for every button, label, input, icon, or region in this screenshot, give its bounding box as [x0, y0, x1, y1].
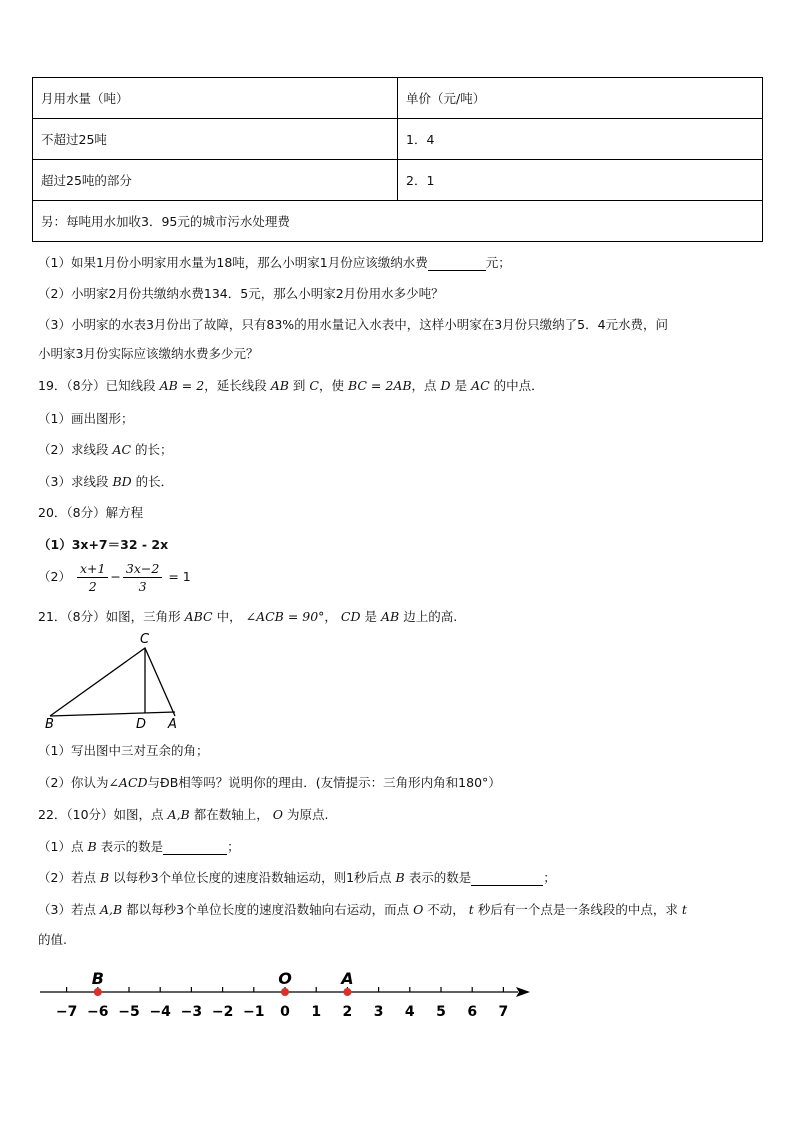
math-abc: ABC: [184, 609, 213, 624]
q20-part1: （1）3x+7＝32 - 2x: [38, 537, 169, 552]
q19-text: ，点: [411, 378, 437, 393]
q18-part2: （2）小明家2月份共缴纳水费134．5元，那么小明家2月份用水多少吨？: [38, 286, 444, 301]
q19-text: 到: [292, 378, 306, 393]
q19-text: ，使: [318, 378, 344, 393]
q22-part3-text: 秒后有一个点是一条线段的中点，求: [477, 902, 678, 917]
q21-text: 中，: [216, 609, 242, 624]
q21-part2: [38, 773, 501, 791]
q22-part3-text: （3）若点: [38, 902, 96, 917]
number-line-tick-label: 7: [498, 1004, 509, 1020]
q22-part3-text: 都以每秒3个单位长度的速度沿数轴向右运动，而点: [126, 902, 410, 917]
table-row: [33, 78, 763, 119]
equation-rhs: = 1: [168, 569, 191, 584]
q19-part3-text: （3）求线段: [38, 474, 109, 489]
vertex-label-b: B: [45, 717, 54, 730]
math-b: B: [395, 870, 405, 885]
q18-part3-line1: （3）小明家的水表3月份出了故障，只有83%的用水量记入水表中，这样小明家在3月份只缴纳了5．4元水费，问: [38, 317, 669, 332]
q19-part3-text: 的长．: [135, 474, 174, 489]
math-angle-acb: ∠ACB = 90°: [245, 609, 325, 624]
minus-sign: −: [110, 569, 121, 584]
q18-part1-text: （1）如果1月份小明家用水量为18吨，那么小明家1月份应该缴纳水费: [38, 255, 428, 270]
math-cd: CD: [340, 609, 361, 624]
q21-part1: （1）写出图中三对互余的角；: [38, 743, 209, 758]
number-line-tick-label: −6: [87, 1004, 109, 1020]
q22-part1-text: （1）点: [38, 839, 84, 854]
q22-part2-text: 表示的数是: [408, 870, 472, 885]
answer-blank: [163, 839, 227, 855]
q19-part1: （1）画出图形；: [38, 411, 134, 426]
table-row: [33, 119, 763, 160]
q21-part2-text: 与ÐB相等吗？说明你的理由．(友情提示：三角形内角和180°）: [147, 775, 501, 790]
triangle-base: [50, 712, 175, 716]
math-b: B: [87, 839, 97, 854]
math-ac: AC: [471, 378, 490, 393]
number-line-tick-label: −2: [211, 1004, 234, 1020]
q22-part2-text: 以每秒3个单位长度的速度沿数轴运动，则1秒后点: [113, 870, 392, 885]
math-o: O: [272, 807, 283, 822]
q19-text: 是: [454, 378, 468, 393]
number-line-tick-label: 2: [342, 1004, 353, 1020]
q19-part2: [38, 440, 173, 458]
number-line-tick-label: −1: [243, 1004, 265, 1020]
number-line-point-label: A: [341, 969, 354, 988]
q18-part1-unit: 元；: [485, 255, 511, 270]
math-o: O: [413, 902, 424, 917]
q21-text: 是: [364, 609, 378, 624]
q22-part3-line2: 的值.: [38, 932, 67, 947]
q22-part2: [38, 868, 556, 886]
number-line-tick-label: 3: [373, 1004, 384, 1020]
q22-part1: [38, 837, 240, 855]
q19-text: 的中点．: [493, 378, 544, 393]
water-price-table: [32, 77, 763, 242]
fraction-denominator: 2: [88, 579, 97, 594]
number-line-arrow-icon: [516, 987, 530, 997]
table-cell: 1．4: [398, 119, 763, 160]
q22-part2-text: （2）若点: [38, 870, 96, 885]
fraction-1: [77, 560, 108, 595]
q20-heading: 20．（8分）解方程: [38, 505, 144, 520]
q19-part2-text: 的长；: [135, 442, 173, 457]
math-ab: A,B: [99, 902, 123, 917]
answer-blank: [428, 255, 486, 271]
q20-part2: [38, 560, 191, 595]
number-line-point-label: O: [278, 969, 292, 988]
math-bc-eq: BC = 2AB: [347, 378, 412, 393]
q21-text: 21．（8分）如图，三角形: [38, 609, 181, 624]
math-t: t: [681, 902, 687, 917]
number-line-tick-label: 4: [404, 1004, 415, 1020]
q22-part2-text: ；: [543, 870, 556, 885]
number-line-point-b: [94, 988, 102, 996]
q21-part2-text: （2）你认为: [38, 775, 109, 790]
math-ab-eq: AB = 2: [159, 378, 205, 393]
math-bd: BD: [112, 474, 132, 489]
math-angle-acd: ∠ACD: [108, 775, 148, 790]
number-line-point-o: [281, 988, 289, 996]
table-cell: 不超过25吨: [33, 119, 398, 160]
math-b: B: [99, 870, 110, 885]
table-cell: 月用水量（吨）: [33, 78, 398, 119]
q19-text: ，延长线段: [204, 378, 267, 393]
vertex-label-d: D: [136, 717, 147, 730]
math-ab: AB: [381, 609, 400, 624]
q22-text: 为原点.: [286, 807, 329, 822]
table-note: 另：每吨用水加收3．95元的城市污水处理费: [33, 201, 763, 242]
math-c: C: [309, 378, 319, 393]
number-line-tick-label: 6: [467, 1004, 478, 1020]
answer-blank: [471, 870, 543, 886]
q22-part1-text: ；: [227, 839, 240, 854]
triangle-figure: [40, 628, 200, 730]
fraction-numerator: x+1: [77, 560, 108, 578]
table-row: [33, 160, 763, 201]
table-cell: 超过25吨的部分: [33, 160, 398, 201]
q21-text: ，: [324, 609, 337, 624]
vertex-label-a: A: [168, 717, 177, 730]
number-line-tick-label: −7: [55, 1004, 78, 1020]
q22-heading: [38, 805, 328, 823]
fraction-2: [123, 560, 162, 595]
number-line-tick-label: −5: [118, 1004, 140, 1020]
number-line-tick-label: 0: [280, 1004, 290, 1020]
number-line-point-label: B: [91, 969, 104, 988]
q22-text: 22．（10分）如图，点: [38, 807, 164, 822]
fraction-numerator: 3x−2: [123, 560, 162, 578]
q22-part1-text: 表示的数是: [100, 839, 164, 854]
q19-heading: [38, 376, 544, 394]
table-cell: 单价（元/吨）: [398, 78, 763, 119]
triangle-sides: [50, 648, 175, 716]
number-line-tick-label: −4: [149, 1004, 171, 1020]
number-line-tick-label: −3: [180, 1004, 203, 1020]
q19-part2-text: （2）求线段: [38, 442, 109, 457]
math-ac: AC: [112, 442, 132, 457]
q22-text: 都在数轴上，: [193, 807, 269, 822]
q19-part3: [38, 472, 173, 490]
q22-part3-line1: [38, 900, 687, 918]
number-line-point-a: [343, 988, 351, 996]
q18-part1: [38, 253, 511, 271]
number-line: [0, 960, 794, 1030]
table-row: [33, 201, 763, 242]
table-cell: 2．1: [398, 160, 763, 201]
q19-text: 19．（8分）已知线段: [38, 378, 156, 393]
math-t: t: [468, 902, 474, 917]
q20-part2-label: （2）: [38, 569, 71, 584]
vertex-label-c: C: [140, 632, 150, 647]
math-ab: AB: [270, 378, 289, 393]
math-d: D: [440, 378, 451, 393]
q21-text: 边上的高.: [403, 609, 458, 624]
number-line-tick-label: 1: [311, 1004, 322, 1020]
fraction-denominator: 3: [138, 579, 147, 594]
q21-heading: [38, 607, 457, 625]
math-ab: A,B: [167, 807, 190, 822]
number-line-tick-label: 5: [436, 1004, 446, 1020]
q18-part3-line2: 小明家3月份实际应该缴纳水费多少元？: [38, 346, 259, 361]
q22-part3-text: 不动，: [427, 902, 465, 917]
